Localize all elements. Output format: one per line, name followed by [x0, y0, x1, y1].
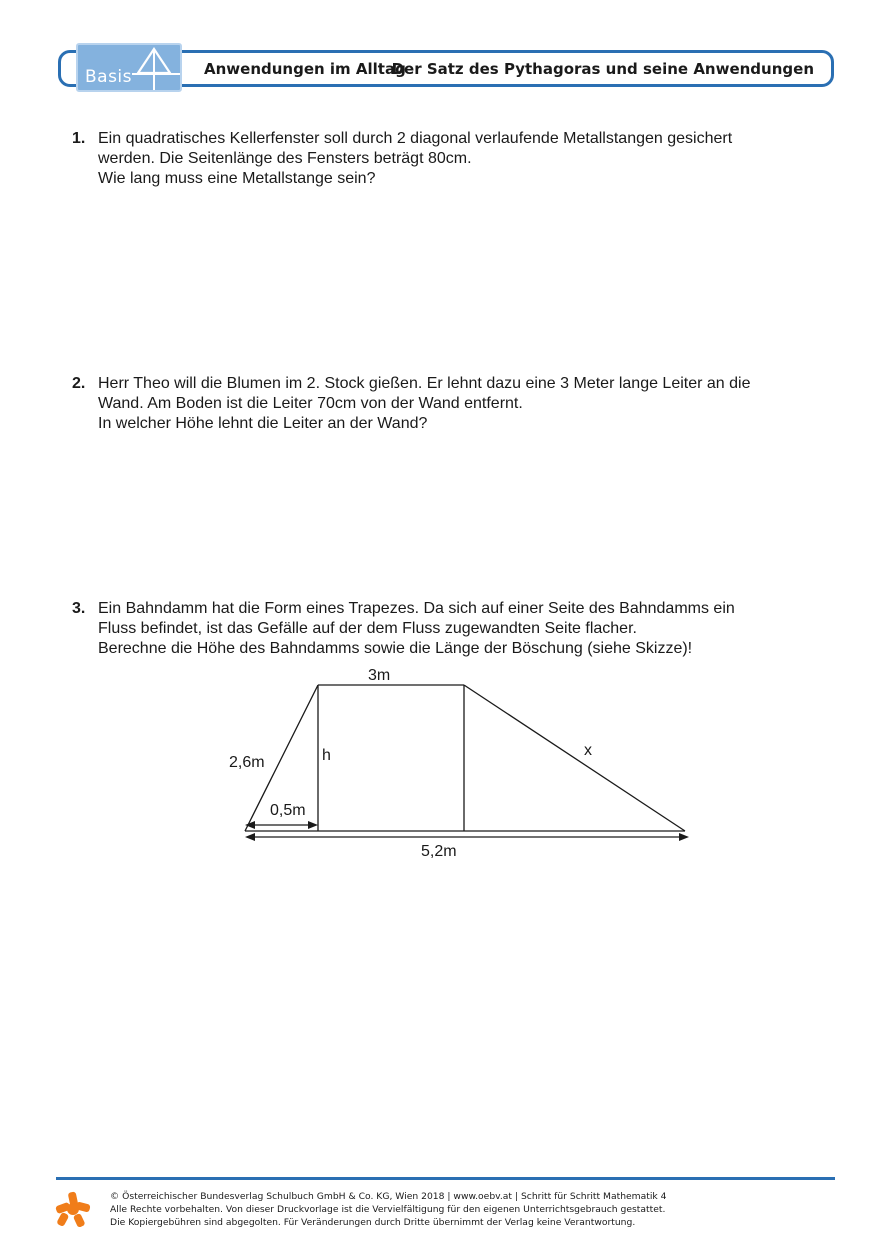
task-line: In welcher Höhe lehnt die Leiter an der Wand? — [98, 415, 428, 432]
task-1 — [72, 129, 832, 189]
task-2 — [72, 374, 832, 434]
task-line: Berechne die Höhe des Bahndamms sowie die Länge der Böschung (siehe Skizze)! — [98, 640, 693, 657]
arrowhead — [308, 821, 318, 829]
base-label: 5,2m — [421, 843, 457, 860]
footer-copyright — [110, 1190, 667, 1229]
header-subtitle: Anwendungen im Alltag — [204, 60, 406, 78]
trapezoid-sketch — [225, 662, 705, 867]
right-slope-label: x — [584, 742, 592, 759]
footer-line: Alle Rechte vorbehalten. Von dieser Druckvorlage ist die Vervielfältigung für den eigenen Unterrichtsgebrauch gestattet. — [110, 1204, 666, 1215]
task-line: werden. Die Seitenlänge des Fensters beträgt 80cm. — [98, 150, 472, 167]
inner-base-label: 0,5m — [270, 802, 306, 819]
header-title: Der Satz des Pythagoras und seine Anwendungen — [391, 60, 814, 78]
right-slope — [464, 685, 685, 831]
footer-line: © Österreichischer Bundesverlag Schulbuch GmbH & Co. KG, Wien 2018 | www.oebv.at | Schritt für Schritt Mathematik 4 — [110, 1191, 667, 1202]
triangle-icon — [132, 45, 182, 92]
task-line: Ein Bahndamm hat die Form eines Trapezes. Da sich auf einer Seite des Bahndamms ein — [98, 600, 735, 617]
badge-label: Basis — [85, 67, 133, 87]
arrowhead — [245, 833, 255, 841]
level-badge — [76, 43, 182, 92]
publisher-logo-icon — [54, 1190, 92, 1228]
arrowhead — [679, 833, 689, 841]
footer-line: Die Kopiergebühren sind abgegolten. Für Veränderungen durch Dritte übernimmt der Verlag keine Verantwortung. — [110, 1217, 636, 1228]
task-number: 3. — [72, 600, 86, 617]
task-line: Ein quadratisches Kellerfenster soll durch 2 diagonal verlaufende Metallstangen gesichert — [98, 130, 733, 147]
task-line: Fluss befindet, ist das Gefälle auf der dem Fluss zugewandten Seite flacher. — [98, 620, 637, 637]
task-line: Herr Theo will die Blumen im 2. Stock gießen. Er lehnt dazu eine 3 Meter lange Leiter an die — [98, 375, 751, 392]
task-3 — [72, 599, 832, 659]
task-text — [98, 129, 832, 189]
task-line: Wand. Am Boden ist die Leiter 70cm von der Wand entfernt. — [98, 395, 523, 412]
task-line: Wie lang muss eine Metallstange sein? — [98, 170, 376, 187]
task-text — [98, 599, 832, 659]
task-text — [98, 374, 832, 434]
top-label: 3m — [368, 667, 391, 684]
footer-divider — [56, 1177, 835, 1180]
task-number: 2. — [72, 375, 86, 392]
task-number: 1. — [72, 130, 86, 147]
left-slope-label: 2,6m — [229, 754, 265, 771]
height-label: h — [322, 747, 331, 764]
